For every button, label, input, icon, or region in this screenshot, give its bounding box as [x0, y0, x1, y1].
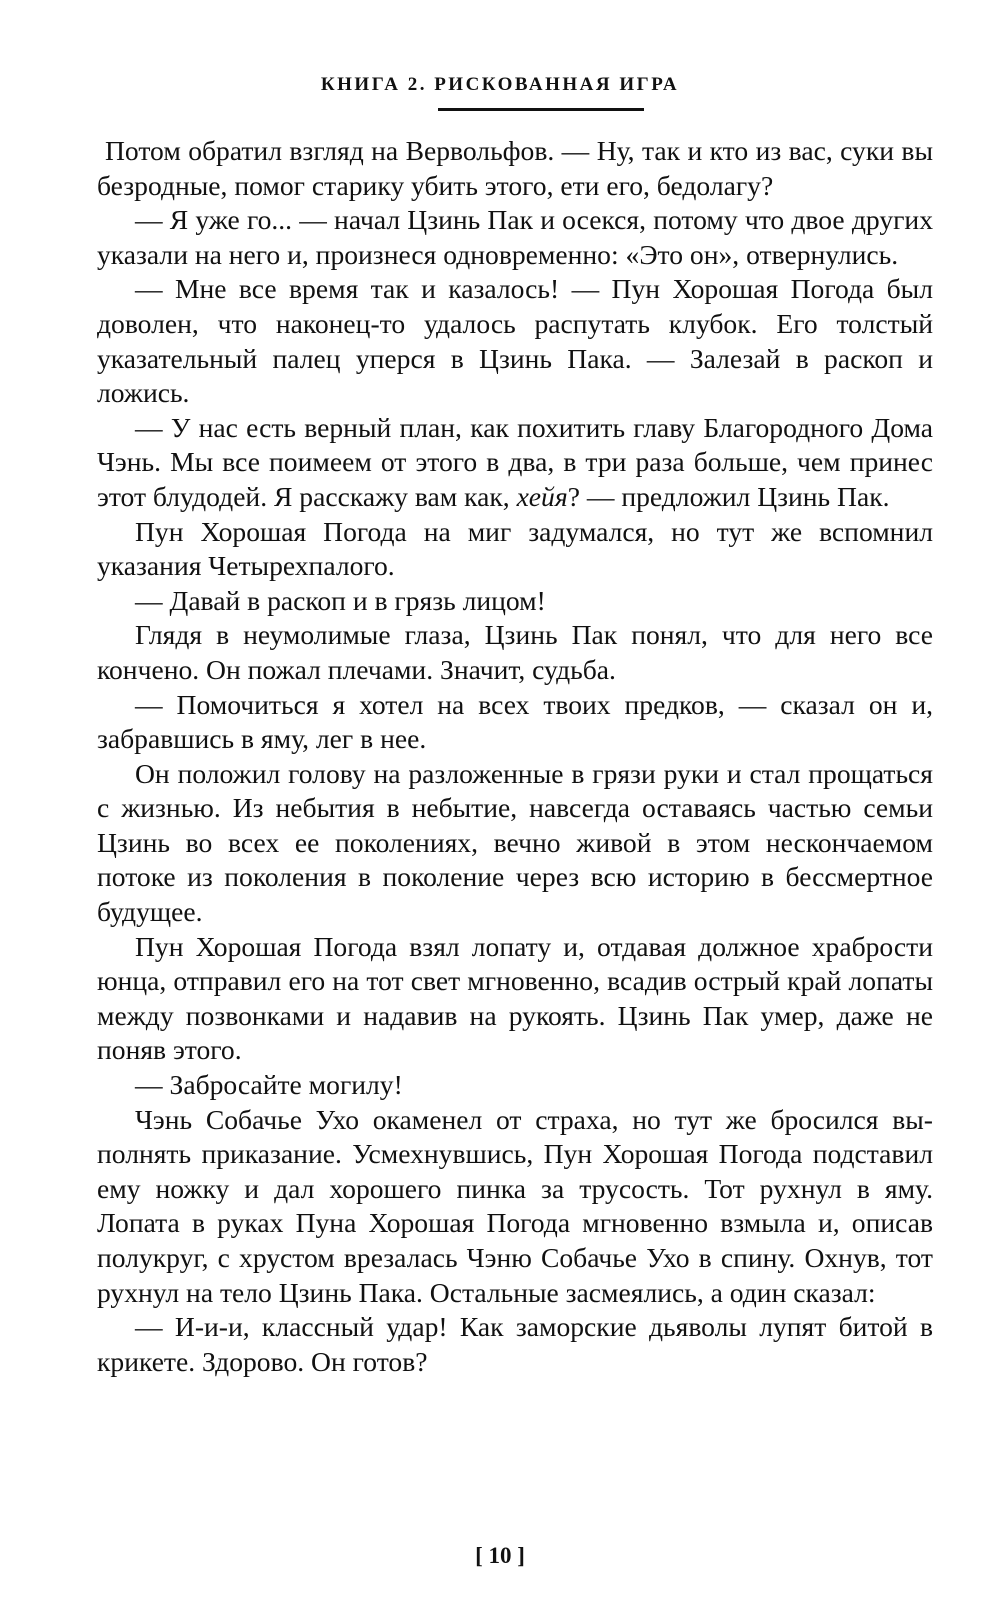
paragraph: Глядя в неумолимые глаза, Цзинь Пак понял, что для него все кончено. Он пожал плечами. Значит, судьба. [97, 619, 933, 685]
paragraph: — Забросайте могилу! [135, 1069, 403, 1101]
page-body [97, 134, 933, 1379]
page-number: [ 10 ] [475, 1543, 525, 1568]
paragraph: — У нас есть верный план, как похитить главу Благородного Дома Чэнь. Мы все поимеем от этого в два, в три раза больше, чем принес этот блудодей. Я расскажу вам как, хейя? — предложил Цзинь Пак. [97, 411, 933, 512]
italic-word: хейя [516, 480, 568, 512]
paragraph: Пун Хорошая Погода на миг задумался, но тут же вспомнил указания Четырехпалого. [97, 515, 933, 582]
paragraph: — Помочиться я хотел на всех твоих предков, — сказал он и, забравшись в яму, лег в нее. [97, 688, 933, 755]
paragraph: Пун Хорошая Погода взял лопату и, отдавая должное храбрости юнца, отправил его на тот свет мгновенно, всадив острый край лопаты между позвонками и надавив на рукоять. Цзинь Пак умер, даже не поняв этого. [97, 930, 933, 1066]
paragraph: Он положил голову на разложенные в грязи руки и стал прощаться с жизнью. Из небытия в небытие, навсегда оставаясь частью семьи Цзинь во всех ее поколениях, вечно живой в этом нескончаемом потоке из поколения в поколение через всю историю в бессмертное будущее. [97, 757, 933, 928]
paragraph: Потом обратил взгляд на Вервольфов. — Ну, так и кто из вас, суки вы безродные, помог старику убить этого, ети его, бедолагу? [97, 135, 933, 201]
header-rule [438, 108, 644, 111]
paragraph: — Давай в раскоп и в грязь лицом! [135, 584, 546, 616]
paragraph: — Мне все время так и казалось! — Пун Хорошая Погода был доволен, что наконец-то удалось распутать клубок. Его толстый указательный палец уперся в Цзинь Пака. — Залезай в раскоп и ложись. [97, 273, 933, 409]
running-head-title: КНИГА 2. РИСКОВАННАЯ ИГРА [320, 74, 680, 95]
paragraph: Чэнь Собачье Ухо окаменел от страха, но тут же бросился выполнять приказание. Усмехнувшись, Пун Хорошая Погода подставил ему ножку и дал хорошего пинка за трусость. Тот рухнул в яму. Лопата в руках Пуна Хорошая Погода мгновенно взмыла и, описав полукруг, с хрустом врезалась Чэню Собачье Ухо в спину. Охнув, тот рухнул на тело Цзинь Пака. Остальные засмеялись, а один сказал: [97, 1103, 933, 1308]
paragraph: — И-и-и, классный удар! Как заморские дьяволы лупят битой в крикете. Здорово. Он готов? [97, 1311, 933, 1377]
paragraph: — Я уже го... — начал Цзинь Пак и осекся, потому что двое других указали на него и, произнеся одновременно: «Это он», отвернулись. [97, 204, 933, 270]
